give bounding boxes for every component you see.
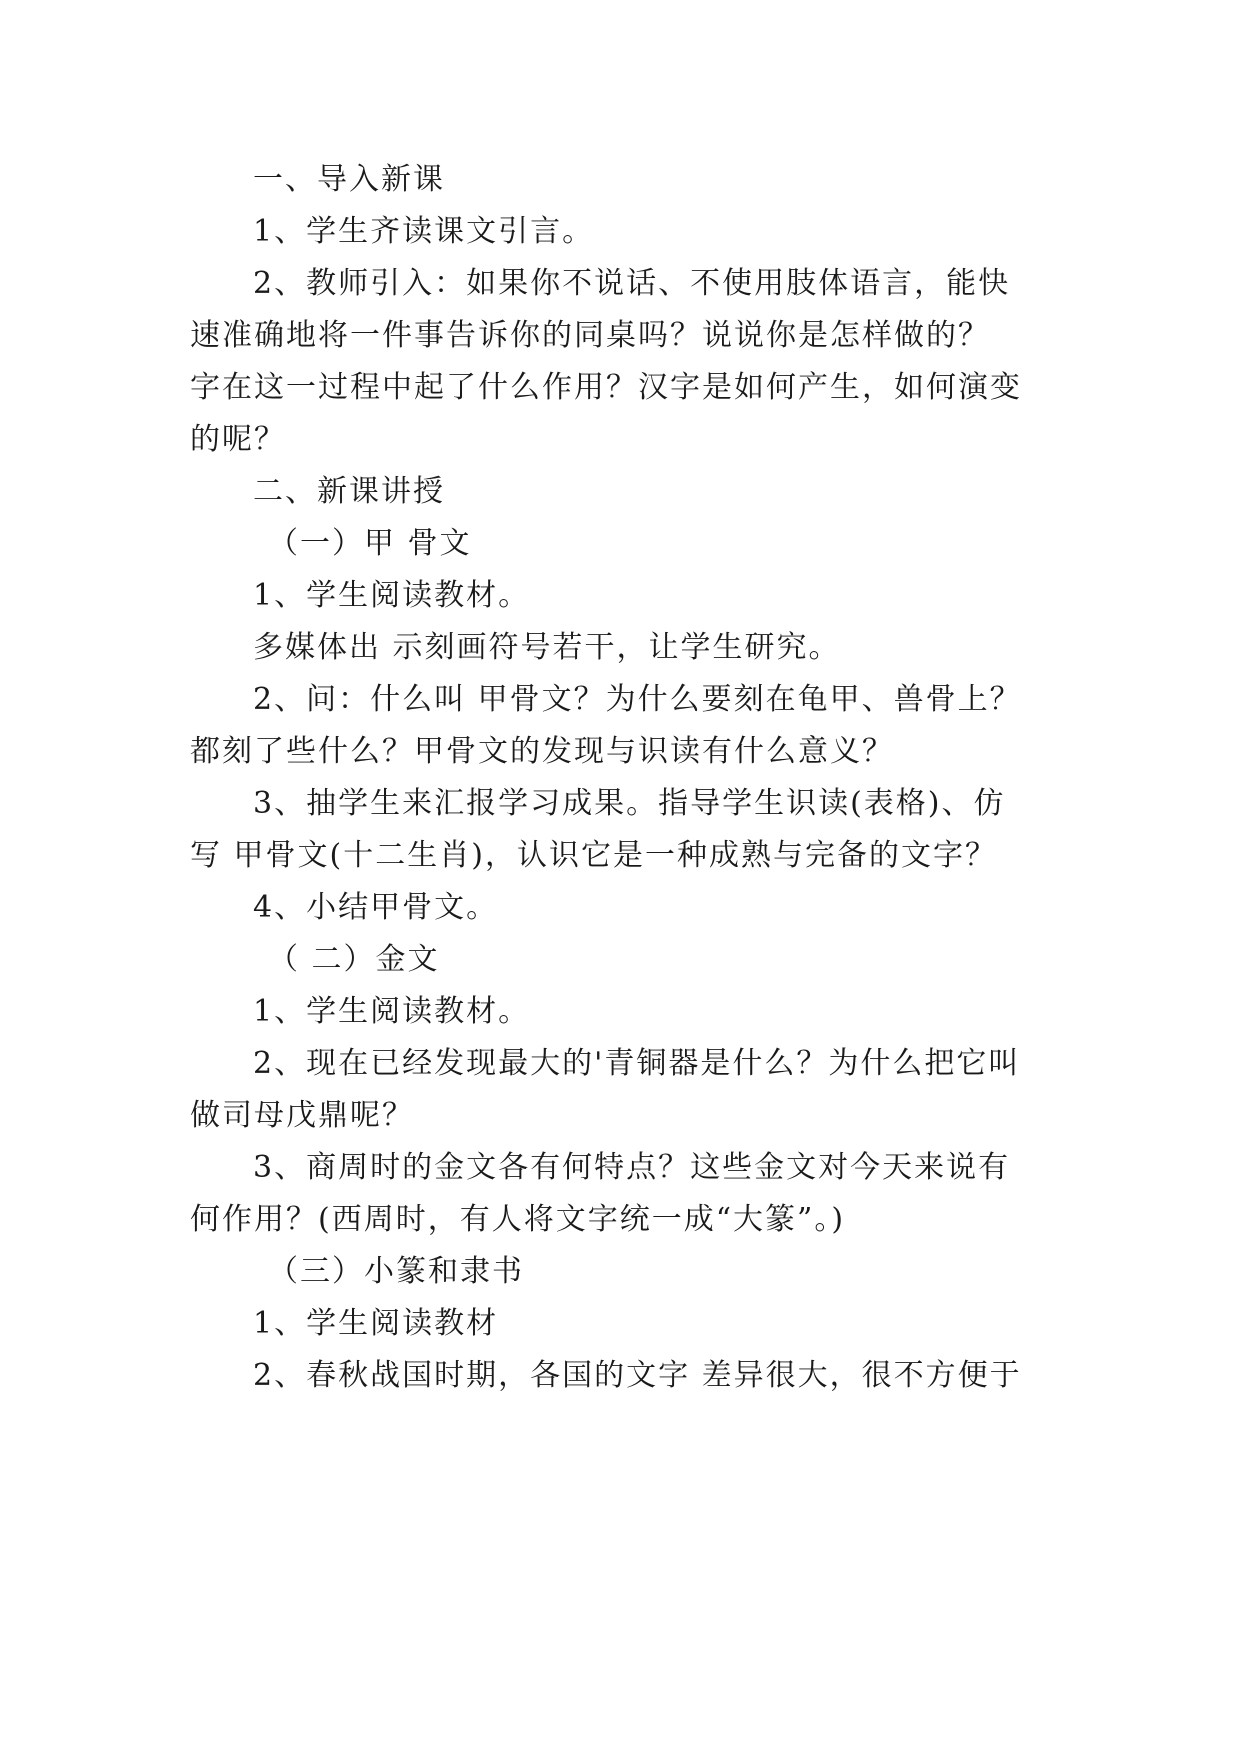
- subheading-bronze-script: （ 二）金文: [268, 942, 440, 977]
- paragraph-line: 2、现在已经发现最大的'青铜器是什么？为什么把它叫: [253, 1046, 1021, 1081]
- paragraph-line: 1、学生阅读教材。: [253, 994, 531, 1029]
- paragraph-line: 字在这一过程中起了什么作用？汉字是如何产生，如何演变: [190, 370, 1022, 405]
- paragraph-line: 2、教师引入：如果你不说话、不使用肢体语言，能快: [253, 266, 1011, 301]
- paragraph-line: 都刻了些什么？甲骨文的发现与识读有什么意义？: [190, 734, 894, 769]
- heading-new-lesson: 二、新课讲授: [253, 474, 445, 509]
- heading-intro: 一、导入新课: [253, 162, 445, 197]
- paragraph-line: 做司母戊鼎呢？: [190, 1098, 414, 1133]
- paragraph-line: 3、商周时的金文各有何特点？这些金文对今天来说有: [253, 1150, 1011, 1185]
- paragraph-line: 写 甲骨文(十二生肖)，认识它是一种成熟与完备的文字？: [190, 838, 997, 873]
- paragraph-line: 3、抽学生来汇报学习成果。指导学生识读(表格)、仿: [253, 786, 1006, 821]
- paragraph-line: 1、学生齐读课文引言。: [253, 214, 595, 249]
- paragraph-line: 2、春秋战国时期，各国的文字 差异很大，很不方便于: [253, 1358, 1022, 1393]
- paragraph-line: 何作用？(西周时，有人将文字统一成“大篆”。): [190, 1202, 846, 1237]
- paragraph-line: 1、学生阅读教材。: [253, 578, 531, 613]
- paragraph-line: 速准确地将一件事告诉你的同桌吗？说说你是怎样做的？: [190, 318, 990, 353]
- subheading-oracle-bone: （一）甲 骨文: [268, 526, 472, 561]
- paragraph-line: 1、学生阅读教材: [253, 1306, 499, 1341]
- paragraph-line: 的呢？: [190, 422, 286, 457]
- paragraph-line: 多媒体出 示刻画符号若干，让学生研究。: [253, 630, 841, 665]
- subheading-seal-clerical: （三）小篆和隶书: [268, 1254, 524, 1289]
- paragraph-line: 4、小结甲骨文。: [253, 890, 499, 925]
- paragraph-line: 2、问：什么叫 甲骨文？为什么要刻在龟甲、兽骨上？: [253, 682, 1022, 717]
